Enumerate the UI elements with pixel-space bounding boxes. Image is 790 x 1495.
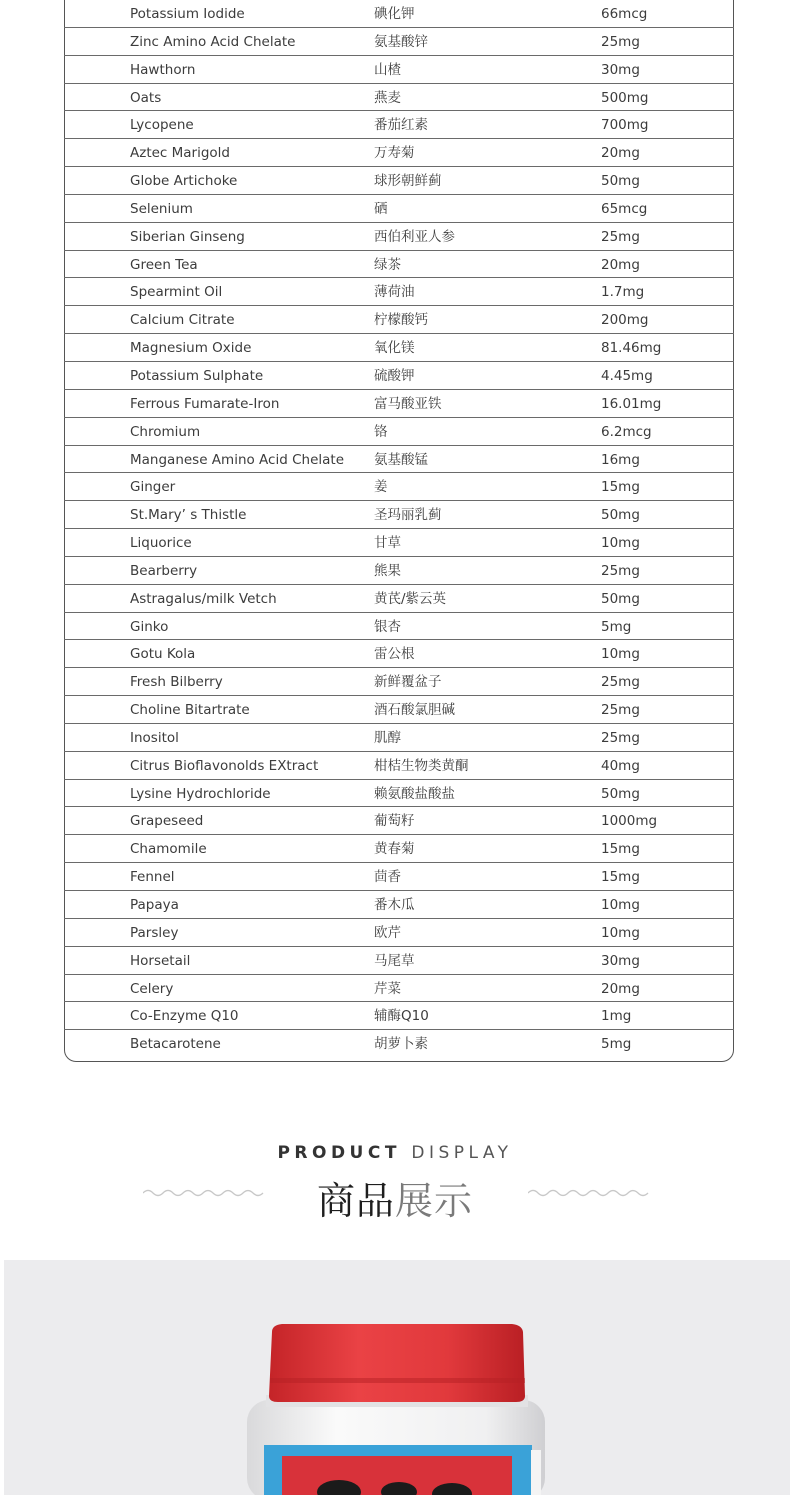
ingredient-amount: 16.01mg (601, 395, 662, 412)
table-row (64, 613, 734, 641)
ingredient-amount: 25mg (601, 674, 640, 691)
ingredient-amount: 10mg (601, 646, 640, 663)
table-row (64, 195, 734, 223)
ingredient-name-cn: 山楂 (374, 61, 401, 78)
section-title-cn (0, 1170, 790, 1225)
table-row (64, 223, 734, 251)
ingredient-amount: 50mg (601, 507, 640, 524)
ingredient-name-cn: 葡萄籽 (374, 813, 415, 830)
table-row (64, 780, 734, 808)
ingredient-name-cn: 圣玛丽乳蓟 (374, 507, 442, 524)
ingredient-name-en: Oats (130, 89, 162, 106)
table-row (64, 501, 734, 529)
table-row (64, 696, 734, 724)
ingredient-amount: 1.7mg (601, 284, 645, 301)
table-row (64, 418, 734, 446)
ingredient-amount: 40mg (601, 757, 640, 774)
ingredient-name-en: Fennel (130, 869, 175, 886)
table-row (64, 724, 734, 752)
ingredient-name-cn: 柑桔生物类黄酮 (374, 757, 469, 774)
ingredient-name-cn: 赖氨酸盐酸盐 (374, 785, 455, 802)
ingredient-amount: 30mg (601, 61, 640, 78)
ingredient-name-cn: 硒 (374, 200, 388, 217)
ingredient-name-cn: 西伯利亚人参 (374, 228, 455, 245)
product-bottle-illustration (4, 1260, 790, 1495)
table-row (64, 863, 734, 891)
ingredient-name-cn: 芹菜 (374, 980, 401, 997)
ingredient-name-cn: 熊果 (374, 562, 401, 579)
ingredient-amount: 700mg (601, 117, 649, 134)
bottle-cap (269, 1324, 525, 1402)
table-row (64, 111, 734, 139)
ingredient-name-cn: 番茄红素 (374, 117, 428, 134)
table-row (64, 84, 734, 112)
table-row (64, 891, 734, 919)
ingredient-amount: 500mg (601, 89, 649, 106)
table-row (64, 752, 734, 780)
ingredient-name-en: Siberian Ginseng (130, 228, 245, 245)
table-row (64, 28, 734, 56)
ingredient-name-en: Choline Bitartrate (130, 702, 250, 719)
ingredient-amount: 25mg (601, 702, 640, 719)
ingredient-name-cn: 番木瓜 (374, 897, 415, 913)
ingredient-amount: 6.2mcg (601, 423, 652, 440)
table-row (64, 167, 734, 195)
ingredient-amount: 16mg (601, 451, 640, 468)
ingredients-table (64, 0, 734, 1058)
ingredient-name-cn: 欧芹 (374, 924, 401, 941)
ingredient-name-en: Potassium Iodide (130, 6, 245, 22)
ingredient-name-en: Potassium Sulphate (130, 367, 264, 384)
ingredient-amount: 20mg (601, 980, 640, 997)
table-row (64, 807, 734, 835)
ingredient-name-cn: 银杏 (374, 618, 401, 635)
ingredient-name-cn: 新鲜覆盆子 (374, 674, 442, 691)
table-row (64, 446, 734, 474)
section-title-en-light: DISPLAY (411, 1143, 513, 1163)
ingredient-name-en: Celery (130, 980, 174, 997)
ingredient-name-cn: 绿茶 (374, 256, 401, 273)
ingredient-name-en: Betacarotene (130, 1036, 221, 1053)
ingredient-amount: 5mg (601, 618, 632, 635)
ingredient-name-en: Inositol (130, 729, 179, 746)
section-title-cn-dark: 商品 (316, 1179, 395, 1223)
table-row (64, 306, 734, 334)
table-row (64, 473, 734, 501)
ingredient-name-en: Calcium Citrate (130, 312, 235, 329)
ingredient-name-en: Magnesium Oxide (130, 340, 252, 357)
ingredient-name-en: Aztec Marigold (130, 145, 231, 162)
ingredient-name-en: Lysine Hydrochloride (130, 785, 271, 802)
table-row (64, 278, 734, 306)
ingredient-amount: 4.45mg (601, 367, 653, 384)
ingredient-name-en: Chromium (130, 423, 201, 440)
ingredient-name-cn: 茴香 (374, 869, 401, 886)
ingredient-name-en: Ferrous Fumarate-Iron (130, 395, 280, 412)
ingredient-name-en: Fresh Bilberry (130, 674, 223, 691)
table-row (64, 390, 734, 418)
ingredient-name-cn: 柠檬酸钙 (374, 312, 428, 329)
ingredient-name-cn: 硫酸钾 (374, 367, 415, 384)
section-title-cn-light: 展示 (395, 1179, 474, 1223)
ingredient-name-cn: 黄芪/紫云英 (374, 590, 447, 607)
ingredient-amount: 10mg (601, 535, 640, 552)
ingredient-name-en: Manganese Amino Acid Chelate (130, 451, 344, 468)
ingredient-name-cn: 黄春菊 (374, 841, 415, 858)
ingredient-name-en: Ginger (130, 479, 176, 496)
ingredient-name-en: Chamomile (130, 841, 207, 858)
ingredient-name-cn: 燕麦 (374, 89, 401, 106)
ingredient-name-cn: 铬 (374, 423, 388, 440)
ingredient-amount: 20mg (601, 145, 640, 162)
ingredient-amount: 25mg (601, 33, 640, 50)
ingredient-amount: 25mg (601, 562, 640, 579)
section-title-en (0, 1143, 790, 1163)
ingredient-amount: 25mg (601, 228, 640, 245)
ingredient-name-en: Selenium (130, 200, 193, 217)
ingredient-name-en: Gotu Kola (130, 646, 196, 663)
ingredient-name-en: Liquorice (130, 535, 192, 552)
ingredient-amount: 10mg (601, 897, 640, 913)
ingredient-name-cn: 氨基酸锌 (374, 33, 428, 50)
ingredient-name-en: Hawthorn (130, 61, 196, 78)
ingredient-name-cn: 甘草 (374, 535, 401, 552)
ingredient-amount: 15mg (601, 841, 640, 858)
ingredient-amount: 50mg (601, 173, 640, 190)
ingredient-name-cn: 马尾草 (374, 952, 415, 969)
ingredient-name-cn: 酒石酸氯胆碱 (374, 702, 455, 719)
table-row (64, 251, 734, 279)
ingredient-name-en: Astragalus/milk Vetch (130, 590, 277, 607)
table-row (64, 139, 734, 167)
ingredient-amount: 5mg (601, 1036, 632, 1053)
ingredient-name-cn: 万寿菊 (374, 145, 415, 162)
ingredient-amount: 15mg (601, 869, 640, 886)
ingredient-name-en: Globe Artichoke (130, 173, 238, 190)
table-row (64, 640, 734, 668)
ingredient-name-en: St.Mary’ s Thistle (130, 507, 247, 524)
ingredient-name-en: Citrus Bioflavonolds EXtract (130, 757, 319, 774)
ingredient-name-cn: 辅酶Q10 (374, 1008, 429, 1025)
ingredient-name-cn: 姜 (374, 479, 388, 496)
ingredient-name-en: Zinc Amino Acid Chelate (130, 33, 296, 50)
table-row (64, 56, 734, 84)
ingredient-name-cn: 氨基酸锰 (374, 451, 428, 468)
ingredient-name-cn: 球形朝鲜蓟 (374, 173, 442, 190)
table-row (64, 919, 734, 947)
ingredient-name-en: Ginko (130, 618, 169, 635)
ingredient-amount: 30mg (601, 952, 640, 969)
ingredient-name-en: Green Tea (130, 256, 198, 273)
ingredient-name-en: Spearmint Oil (130, 284, 223, 301)
ingredient-amount: 1mg (601, 1008, 632, 1025)
ingredient-name-cn: 氧化镁 (374, 340, 415, 357)
ingredient-name-en: Papaya (130, 897, 179, 913)
section-title-en-bold: PRODUCT (277, 1143, 401, 1163)
table-row (64, 362, 734, 390)
ingredient-amount: 20mg (601, 256, 640, 273)
table-row (64, 557, 734, 585)
ingredient-amount: 81.46mg (601, 340, 662, 357)
ingredient-name-cn: 薄荷油 (374, 284, 415, 301)
ingredient-amount: 50mg (601, 785, 640, 802)
ingredient-name-en: Grapeseed (130, 813, 204, 830)
ingredient-amount: 65mcg (601, 200, 648, 217)
table-row (64, 585, 734, 613)
ingredient-amount: 1000mg (601, 813, 658, 830)
table-row (64, 947, 734, 975)
ingredient-name-en: Co-Enzyme Q10 (130, 1008, 239, 1025)
table-row (64, 975, 734, 1003)
ingredient-amount: 15mg (601, 479, 640, 496)
ingredient-name-en: Bearberry (130, 562, 198, 579)
table-row (64, 668, 734, 696)
ingredient-name-en: Parsley (130, 924, 179, 941)
ingredient-name-en: Horsetail (130, 952, 191, 969)
ingredient-amount: 200mg (601, 312, 649, 329)
ingredient-amount: 10mg (601, 924, 640, 941)
ingredient-name-cn: 胡萝卜素 (374, 1036, 428, 1053)
product-photo (4, 1260, 790, 1495)
table-row (64, 334, 734, 362)
ingredient-name-cn: 雷公根 (374, 646, 415, 663)
table-row (64, 835, 734, 863)
table-row (64, 1002, 734, 1030)
ingredient-amount: 50mg (601, 590, 640, 607)
ingredient-name-cn: 碘化钾 (374, 6, 415, 22)
ingredient-amount: 66mcg (601, 6, 648, 22)
table-row (64, 0, 734, 28)
ingredient-name-en: Lycopene (130, 117, 194, 134)
ingredient-amount: 25mg (601, 729, 640, 746)
table-row (64, 1030, 734, 1058)
table-row (64, 529, 734, 557)
ingredient-name-cn: 富马酸亚铁 (374, 395, 442, 412)
ingredient-name-cn: 肌醇 (374, 729, 401, 746)
